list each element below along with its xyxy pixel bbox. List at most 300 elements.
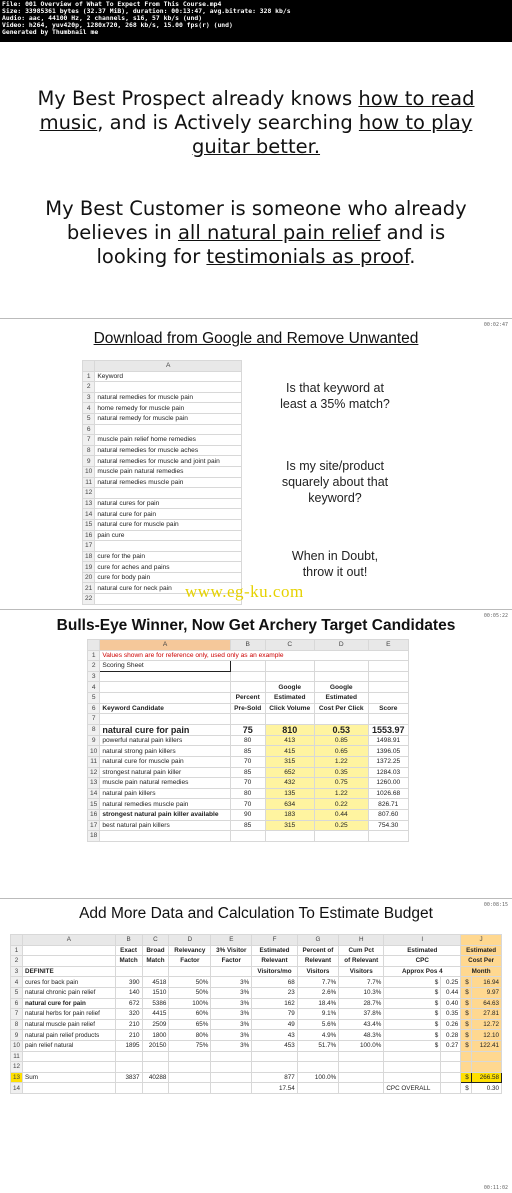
data-cell[interactable]: $ [384,1009,441,1020]
cell[interactable] [252,1062,297,1073]
row-number[interactable]: 11 [11,1051,23,1062]
data-cell[interactable] [23,1083,116,1094]
header-cell[interactable]: Percent [230,692,265,703]
data-cell[interactable]: 85 [230,820,265,831]
row-number[interactable]: 10 [88,746,100,757]
cell[interactable] [142,1062,169,1073]
cell[interactable] [384,1051,441,1062]
cell[interactable] [314,831,368,842]
header-cell[interactable]: Visitors/mo [252,966,297,977]
data-cell[interactable]: 0.25 [314,820,368,831]
row-number[interactable]: 9 [83,456,95,467]
data-cell[interactable]: 85 [230,746,265,757]
winner-cell[interactable]: natural cure for pain [100,724,231,735]
data-cell[interactable]: best natural pain killers [100,820,231,831]
cell[interactable] [471,1062,501,1073]
cell[interactable] [230,671,265,682]
row-number[interactable]: 11 [83,477,95,488]
data-cell[interactable]: 1895 [115,1040,142,1051]
keyword-cell[interactable] [95,541,242,552]
data-cell[interactable]: powerful natural pain killers [100,735,231,746]
row-number[interactable]: 1 [83,371,95,382]
data-cell[interactable]: 413 [265,735,314,746]
data-cell[interactable]: 390 [115,977,142,988]
cell[interactable] [297,1051,338,1062]
header-cell[interactable]: Month [461,966,502,977]
row-number[interactable]: 16 [83,530,95,541]
data-cell[interactable]: 7.7% [297,977,338,988]
data-cell[interactable]: 27.81 [471,1009,501,1020]
data-cell[interactable]: 0.26 [441,1019,461,1030]
data-cell[interactable]: 0.22 [314,799,368,810]
cell[interactable] [169,1062,211,1073]
row-number[interactable]: 5 [83,413,95,424]
data-cell[interactable]: 9.1% [297,1009,338,1020]
row-number[interactable]: 15 [88,799,100,810]
data-cell[interactable]: 7.7% [339,977,384,988]
row-number[interactable]: 17 [88,820,100,831]
data-cell[interactable]: natural strong pain killers [100,746,231,757]
data-cell[interactable]: 50% [169,977,211,988]
data-cell[interactable]: $ [461,987,472,998]
data-cell[interactable]: 43 [252,1030,297,1041]
data-cell[interactable]: 807.60 [368,809,408,820]
data-cell[interactable]: 12.72 [471,1019,501,1030]
data-cell[interactable]: 320 [115,1009,142,1020]
header-cell[interactable]: Percent of [297,945,338,956]
cell[interactable] [252,1051,297,1062]
data-cell[interactable]: 0.35 [441,1009,461,1020]
data-cell[interactable]: 1.22 [314,756,368,767]
data-cell[interactable]: 1800 [142,1030,169,1041]
cell[interactable] [368,831,408,842]
row-number[interactable]: 11 [88,756,100,767]
header-cell[interactable]: Keyword Candidate [100,703,231,714]
keyword-cell[interactable]: Keyword [95,371,242,382]
cell[interactable] [339,1051,384,1062]
data-cell[interactable]: 0.27 [441,1040,461,1051]
sum-cell[interactable] [441,1072,461,1083]
keyword-cell[interactable]: natural cure for neck pain [95,583,242,594]
data-cell[interactable] [211,1083,252,1094]
data-cell[interactable]: 140 [115,987,142,998]
column-header[interactable]: D [169,935,211,946]
row-number[interactable]: 14 [11,1083,23,1094]
corner-cell[interactable] [11,935,23,946]
data-cell[interactable]: 1396.05 [368,746,408,757]
column-header[interactable]: A [23,935,116,946]
data-cell[interactable]: 4518 [142,977,169,988]
sum-cell[interactable] [339,1072,384,1083]
data-cell[interactable] [115,1083,142,1094]
header-cell[interactable]: 3% Visitor [211,945,252,956]
data-cell[interactable]: 75% [169,1040,211,1051]
data-cell[interactable]: 0.44 [441,987,461,998]
data-cell[interactable]: CPC OVERALL [384,1083,441,1094]
row-number[interactable]: 1 [88,650,100,661]
data-cell[interactable]: 4.9% [297,1030,338,1041]
row-number[interactable]: 14 [88,788,100,799]
row-number[interactable]: 5 [88,692,100,703]
row-number[interactable]: 13 [11,1072,23,1083]
cell[interactable] [211,1062,252,1073]
data-cell[interactable]: 4415 [142,1009,169,1020]
sum-cell[interactable]: 3837 [115,1072,142,1083]
data-cell[interactable]: 2.6% [297,987,338,998]
cell[interactable] [230,661,265,672]
header-cell[interactable]: of Relevant [339,956,384,967]
row-number[interactable]: 3 [11,966,23,977]
data-cell[interactable]: 64.63 [471,998,501,1009]
data-cell[interactable]: $ [384,1040,441,1051]
header-cell[interactable] [169,966,211,977]
column-header[interactable]: E [211,935,252,946]
data-cell[interactable] [297,1083,338,1094]
header-cell[interactable] [142,966,169,977]
column-header[interactable]: A [100,640,231,651]
sum-cell[interactable] [211,1072,252,1083]
header-cell[interactable]: Match [142,956,169,967]
cell[interactable] [461,1051,472,1062]
keyword-cell[interactable]: natural cure for pain [95,509,242,520]
data-cell[interactable]: 415 [265,746,314,757]
data-cell[interactable]: 3% [211,998,252,1009]
winner-cell[interactable]: 810 [265,724,314,735]
data-cell[interactable]: $ [461,1019,472,1030]
data-cell[interactable]: 1510 [142,987,169,998]
data-cell[interactable]: 50% [169,987,211,998]
cell[interactable] [314,661,368,672]
header-cell[interactable] [368,682,408,693]
data-cell[interactable]: 2509 [142,1019,169,1030]
column-header[interactable]: C [265,640,314,651]
data-cell[interactable]: 3% [211,1019,252,1030]
data-cell[interactable]: natural muscle pain relief [23,1019,116,1030]
data-cell[interactable]: 754.30 [368,820,408,831]
keyword-cell[interactable]: cure for the pain [95,551,242,562]
row-number[interactable]: 13 [88,778,100,789]
cell[interactable] [100,714,231,725]
cell[interactable] [441,1062,461,1073]
header-cell[interactable]: Visitors [297,966,338,977]
corner-cell[interactable] [83,361,95,372]
data-cell[interactable] [339,1083,384,1094]
header-cell[interactable] [211,966,252,977]
header-cell[interactable]: Google [314,682,368,693]
data-cell[interactable]: $ [384,998,441,1009]
header-cell[interactable] [23,956,116,967]
row-number[interactable]: 20 [83,572,95,583]
header-cell[interactable] [23,945,116,956]
data-cell[interactable]: 17.54 [252,1083,297,1094]
data-cell[interactable]: 135 [265,788,314,799]
keyword-cell[interactable] [95,488,242,499]
cell[interactable] [23,1062,116,1073]
column-header[interactable]: I [384,935,461,946]
sum-cell[interactable]: Sum [23,1072,116,1083]
data-cell[interactable]: $ [384,1030,441,1041]
winner-cell[interactable]: 0.53 [314,724,368,735]
sum-cell[interactable]: $ [461,1072,472,1083]
row-number[interactable]: 8 [11,1019,23,1030]
data-cell[interactable]: 5386 [142,998,169,1009]
header-cell[interactable]: Factor [211,956,252,967]
column-header[interactable]: J [461,935,502,946]
data-cell[interactable]: 162 [252,998,297,1009]
data-cell[interactable]: 0.75 [314,778,368,789]
data-cell[interactable]: 43.4% [339,1019,384,1030]
data-cell[interactable]: natural cure for muscle pain [100,756,231,767]
data-cell[interactable]: 70 [230,756,265,767]
row-number[interactable]: 12 [11,1062,23,1073]
keyword-cell[interactable]: muscle pain relief home remedies [95,435,242,446]
data-cell[interactable]: 122.41 [471,1040,501,1051]
data-cell[interactable]: 23 [252,987,297,998]
data-cell[interactable]: 0.40 [441,998,461,1009]
cell[interactable] [100,671,231,682]
row-number[interactable]: 7 [83,435,95,446]
data-cell[interactable]: 210 [115,1030,142,1041]
data-cell[interactable]: 432 [265,778,314,789]
header-cell[interactable]: Estimated [265,692,314,703]
data-cell[interactable]: $ [384,987,441,998]
data-cell[interactable]: 453 [252,1040,297,1051]
keyword-cell[interactable]: home remedy for muscle pain [95,403,242,414]
header-cell[interactable]: Score [368,703,408,714]
row-number[interactable]: 3 [88,671,100,682]
row-number[interactable]: 1 [11,945,23,956]
data-cell[interactable]: pain relief natural [23,1040,116,1051]
cell[interactable] [142,1051,169,1062]
row-number[interactable]: 21 [83,583,95,594]
row-number[interactable]: 17 [83,541,95,552]
data-cell[interactable]: natural chronic pain relief [23,987,116,998]
cell[interactable] [441,1051,461,1062]
keyword-cell[interactable]: natural remedies for muscle pain [95,392,242,403]
data-cell[interactable]: $ [461,1030,472,1041]
header-cell[interactable]: Relevant [297,956,338,967]
sum-cell[interactable]: 40288 [142,1072,169,1083]
header-cell[interactable]: CPC [384,956,461,967]
cell[interactable] [461,1062,472,1073]
data-cell[interactable]: 183 [265,809,314,820]
keyword-cell[interactable]: pain cure [95,530,242,541]
header-cell[interactable]: Pre-Sold [230,703,265,714]
column-header[interactable]: E [368,640,408,651]
data-cell[interactable]: 0.65 [314,746,368,757]
row-number[interactable]: 7 [11,1009,23,1020]
data-cell[interactable]: 0.28 [441,1030,461,1041]
data-cell[interactable]: $ [384,1019,441,1030]
row-number[interactable]: 4 [11,977,23,988]
data-cell[interactable]: 0.25 [441,977,461,988]
sum-cell[interactable] [384,1072,441,1083]
sum-cell[interactable] [169,1072,211,1083]
header-cell[interactable]: Estimated [461,945,502,956]
data-cell[interactable]: $ [461,1083,472,1094]
row-number[interactable]: 6 [11,998,23,1009]
cell[interactable] [265,831,314,842]
data-cell[interactable]: 49 [252,1019,297,1030]
row-number[interactable]: 16 [88,809,100,820]
data-cell[interactable]: 0.85 [314,735,368,746]
note-cell[interactable]: Values shown are for reference only, used only as an example [100,650,409,661]
data-cell[interactable]: 1284.03 [368,767,408,778]
data-cell[interactable]: 80 [230,788,265,799]
data-cell[interactable]: 80 [230,735,265,746]
data-cell[interactable]: cures for back pain [23,977,116,988]
data-cell[interactable]: 18.4% [297,998,338,1009]
data-cell[interactable]: 65% [169,1019,211,1030]
data-cell[interactable]: 315 [265,756,314,767]
row-number[interactable]: 10 [11,1040,23,1051]
row-number[interactable]: 9 [11,1030,23,1041]
cell[interactable] [368,671,408,682]
cell[interactable] [169,1051,211,1062]
data-cell[interactable]: 672 [115,998,142,1009]
header-cell[interactable]: Estimated [314,692,368,703]
row-number[interactable]: 3 [83,392,95,403]
row-number[interactable]: 2 [11,956,23,967]
cell[interactable] [230,714,265,725]
data-cell[interactable]: 80% [169,1030,211,1041]
winner-cell[interactable]: 75 [230,724,265,735]
cell[interactable] [230,831,265,842]
header-cell[interactable]: Visitors [339,966,384,977]
data-cell[interactable]: 315 [265,820,314,831]
cell[interactable] [368,661,408,672]
row-number[interactable]: 13 [83,498,95,509]
row-number[interactable]: 2 [83,382,95,393]
cell[interactable] [23,1051,116,1062]
column-header[interactable]: B [230,640,265,651]
data-cell[interactable]: 634 [265,799,314,810]
cell[interactable] [368,714,408,725]
header-cell[interactable] [100,682,231,693]
data-cell[interactable]: 826.71 [368,799,408,810]
data-cell[interactable]: 1026.68 [368,788,408,799]
column-header[interactable]: G [297,935,338,946]
row-number[interactable]: 9 [88,735,100,746]
data-cell[interactable]: 90 [230,809,265,820]
header-cell[interactable]: Relevancy [169,945,211,956]
data-cell[interactable]: natural herbs for pain relief [23,1009,116,1020]
header-cell[interactable]: Match [115,956,142,967]
keyword-cell[interactable]: natural cure for muscle pain [95,519,242,530]
data-cell[interactable]: 100.0% [339,1040,384,1051]
data-cell[interactable]: 3% [211,987,252,998]
row-number[interactable]: 14 [83,509,95,520]
data-cell[interactable] [169,1083,211,1094]
header-cell[interactable]: Estimated [384,945,461,956]
keyword-cell[interactable]: natural remedy for muscle pain [95,413,242,424]
row-number[interactable]: 2 [88,661,100,672]
cell[interactable] [115,1051,142,1062]
data-cell[interactable]: 1.22 [314,788,368,799]
data-cell[interactable]: 9.97 [471,987,501,998]
row-number[interactable]: 12 [88,767,100,778]
row-number[interactable]: 22 [83,594,95,605]
header-cell[interactable]: Approx Pos 4 [384,966,461,977]
data-cell[interactable]: 3% [211,1030,252,1041]
header-cell[interactable]: Factor [169,956,211,967]
cell[interactable] [471,1051,501,1062]
cell[interactable] [115,1062,142,1073]
data-cell[interactable]: 652 [265,767,314,778]
data-cell[interactable]: $ [461,977,472,988]
keyword-cell[interactable]: natural remedies for muscle and joint pain [95,456,242,467]
keyword-cell[interactable] [95,424,242,435]
data-cell[interactable]: 0.30 [471,1083,501,1094]
data-cell[interactable]: 12.10 [471,1030,501,1041]
header-cell[interactable]: Relevant [252,956,297,967]
data-cell[interactable]: natural cure for pain [23,998,116,1009]
cell[interactable] [297,1062,338,1073]
cell[interactable] [265,671,314,682]
data-cell[interactable]: 3% [211,1009,252,1020]
data-cell[interactable]: 37.8% [339,1009,384,1020]
keyword-cell[interactable]: cure for aches and pains [95,562,242,573]
data-cell[interactable]: 28.7% [339,998,384,1009]
data-cell[interactable]: $ [461,998,472,1009]
header-cell[interactable]: Google [265,682,314,693]
corner-cell[interactable] [88,640,100,651]
row-number[interactable]: 8 [88,724,100,735]
sum-cell[interactable]: 266.58 [471,1072,501,1083]
data-cell[interactable]: 20150 [142,1040,169,1051]
header-cell[interactable] [368,692,408,703]
row-number[interactable]: 8 [83,445,95,456]
row-number[interactable]: 19 [83,562,95,573]
data-cell[interactable]: 48.3% [339,1030,384,1041]
data-cell[interactable]: 60% [169,1009,211,1020]
header-cell[interactable]: Cost Per Click [314,703,368,714]
data-cell[interactable]: 100% [169,998,211,1009]
row-number[interactable]: 4 [88,682,100,693]
data-cell[interactable] [142,1083,169,1094]
keyword-cell[interactable]: natural cures for pain [95,498,242,509]
header-cell[interactable] [100,692,231,703]
row-number[interactable]: 7 [88,714,100,725]
data-cell[interactable]: 5.6% [297,1019,338,1030]
cell[interactable] [265,714,314,725]
data-cell[interactable]: strongest natural pain killer available [100,809,231,820]
cell[interactable] [211,1051,252,1062]
data-cell[interactable]: 1372.25 [368,756,408,767]
row-number[interactable]: 6 [83,424,95,435]
cell[interactable] [339,1062,384,1073]
row-number[interactable]: 12 [83,488,95,499]
data-cell[interactable] [441,1083,461,1094]
header-cell[interactable]: Broad [142,945,169,956]
data-cell[interactable]: 1498.91 [368,735,408,746]
cell[interactable] [265,661,314,672]
header-cell[interactable]: DEFINITE [23,966,116,977]
data-cell[interactable]: natural remedies muscle pain [100,799,231,810]
keyword-cell[interactable]: cure for body pain [95,572,242,583]
row-number[interactable]: 6 [88,703,100,714]
data-cell[interactable]: $ [384,977,441,988]
data-cell[interactable]: 0.44 [314,809,368,820]
data-cell[interactable]: muscle pain natural remedies [100,778,231,789]
keyword-cell[interactable]: muscle pain natural remedies [95,466,242,477]
cell[interactable] [314,714,368,725]
cell[interactable] [100,831,231,842]
data-cell[interactable]: 3% [211,1040,252,1051]
column-header[interactable]: A [95,361,242,372]
data-cell[interactable]: strongest natural pain killer [100,767,231,778]
keyword-cell[interactable] [95,382,242,393]
